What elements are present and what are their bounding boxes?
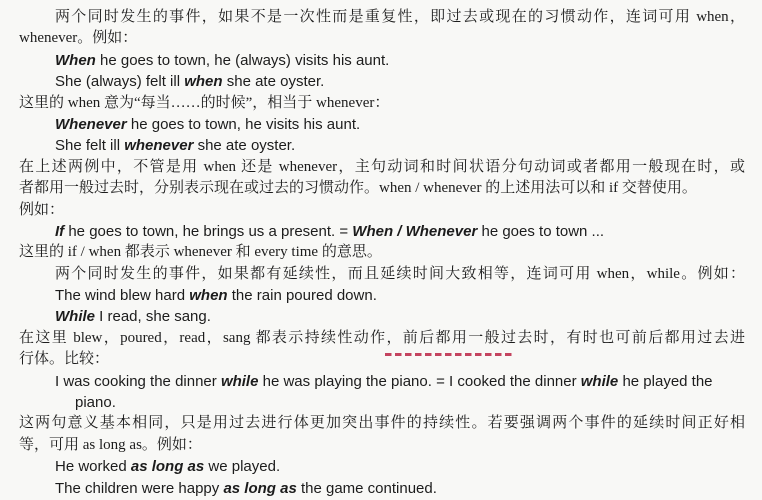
text-segment: She (always) felt ill: [55, 73, 185, 91]
text-segment: 两个同时发生的事件，如果不是一次性而是重复性，即过去或现在的习惯动作，连词可用 when，: [55, 9, 745, 25]
text-line: [19, 392, 745, 413]
connective-emphasis: when: [184, 73, 223, 91]
text-line: [19, 413, 745, 434]
text-segment: he played the: [618, 372, 713, 390]
text-line: [19, 478, 745, 499]
text-lines: [19, 7, 745, 499]
text-line: [19, 306, 745, 327]
text-segment: I read, she sang.: [95, 308, 211, 326]
text-line: [19, 371, 745, 392]
text-segment: I was cooking the dinner: [55, 372, 221, 390]
text-segment: He worked: [55, 458, 131, 476]
text-segment: 例如：: [19, 201, 65, 218]
text-segment: 两个同时发生的事件，如果都有延续性，而且延续时间大致相等，连词可用 when，while。例如：: [55, 265, 745, 282]
text-segment: 这里的 when 意为“每当……的时候”，相当于 whenever：: [19, 94, 390, 111]
text-segment: 在这里 blew，poured，read，sang 都表示持续性动作，前后都用一般过去时，有时也可前后都用过去进: [19, 329, 745, 346]
connective-emphasis: while: [220, 372, 259, 390]
connective-emphasis: as long as: [223, 479, 297, 497]
text-line: [19, 456, 745, 477]
text-segment: he goes to town, he brings us a present. =: [64, 222, 353, 240]
connective-emphasis: If: [55, 222, 65, 240]
text-segment: he goes to town, he visits his aunt.: [126, 115, 361, 133]
connective-emphasis: Whenever: [55, 115, 127, 133]
text-segment: he goes to town, he (always) visits his aunt.: [95, 51, 390, 69]
text-segment: piano.: [75, 394, 116, 412]
text-line: [19, 200, 745, 221]
text-segment: she ate oyster.: [222, 73, 325, 91]
text-line: [19, 135, 745, 156]
text-segment: we played.: [204, 458, 281, 476]
text-line: [19, 242, 745, 263]
connective-emphasis: While: [55, 308, 95, 326]
text-line: [19, 28, 745, 49]
text-segment: 行体。比较：: [19, 351, 110, 368]
text-segment: 这里的 if / when 都表示 whenever 和 every time 的意思。: [19, 244, 382, 261]
text-segment: 等，可用 as long as。例如：: [19, 436, 202, 453]
text-segment: the game continued.: [296, 479, 437, 497]
text-segment: 这两句意义基本相同，只是用过去进行体更加突出事件的持续性。若要强调两个事件的延续时间正好相: [19, 415, 745, 432]
text-line: [19, 50, 745, 71]
text-line: [19, 178, 745, 199]
text-segment: 者都用一般过去时，分别表示现在或过去的习惯动作。when / whenever 的上述用法可以和 if 交替使用。: [19, 180, 697, 197]
text-line: [19, 114, 745, 135]
red-dashed-underline: [385, 353, 512, 356]
connective-emphasis: When / Whenever: [352, 222, 478, 240]
text-line: [19, 157, 745, 178]
text-segment: The wind blew hard: [55, 287, 190, 305]
text-line: [19, 71, 745, 92]
connective-emphasis: whenever: [124, 137, 194, 155]
connective-emphasis: as long as: [130, 458, 205, 476]
text-segment: she ate oyster.: [193, 137, 296, 155]
text-segment: the rain poured down.: [227, 287, 377, 305]
text-segment: The children were happy: [55, 479, 224, 497]
text-line: [19, 328, 745, 349]
text-line: [19, 435, 745, 456]
connective-emphasis: When: [55, 51, 96, 69]
text-line: [19, 93, 745, 114]
text-segment: he was playing the piano. = I cooked the dinner: [258, 372, 581, 390]
text-segment: whenever。例如：: [19, 30, 138, 47]
connective-emphasis: while: [580, 372, 619, 390]
text-line: [19, 285, 745, 306]
text-line: [19, 221, 745, 242]
connective-emphasis: when: [189, 287, 228, 305]
text-segment: 在上述两例中，不管是用 when 还是 whenever，主句动词和时间状语分句动词或者都用一般现在时，或: [19, 158, 745, 175]
text-segment: he goes to town ...: [477, 222, 605, 240]
text-line: [19, 7, 745, 28]
text-line: [19, 349, 745, 370]
text-line: [19, 264, 745, 285]
text-segment: She felt ill: [55, 137, 125, 155]
